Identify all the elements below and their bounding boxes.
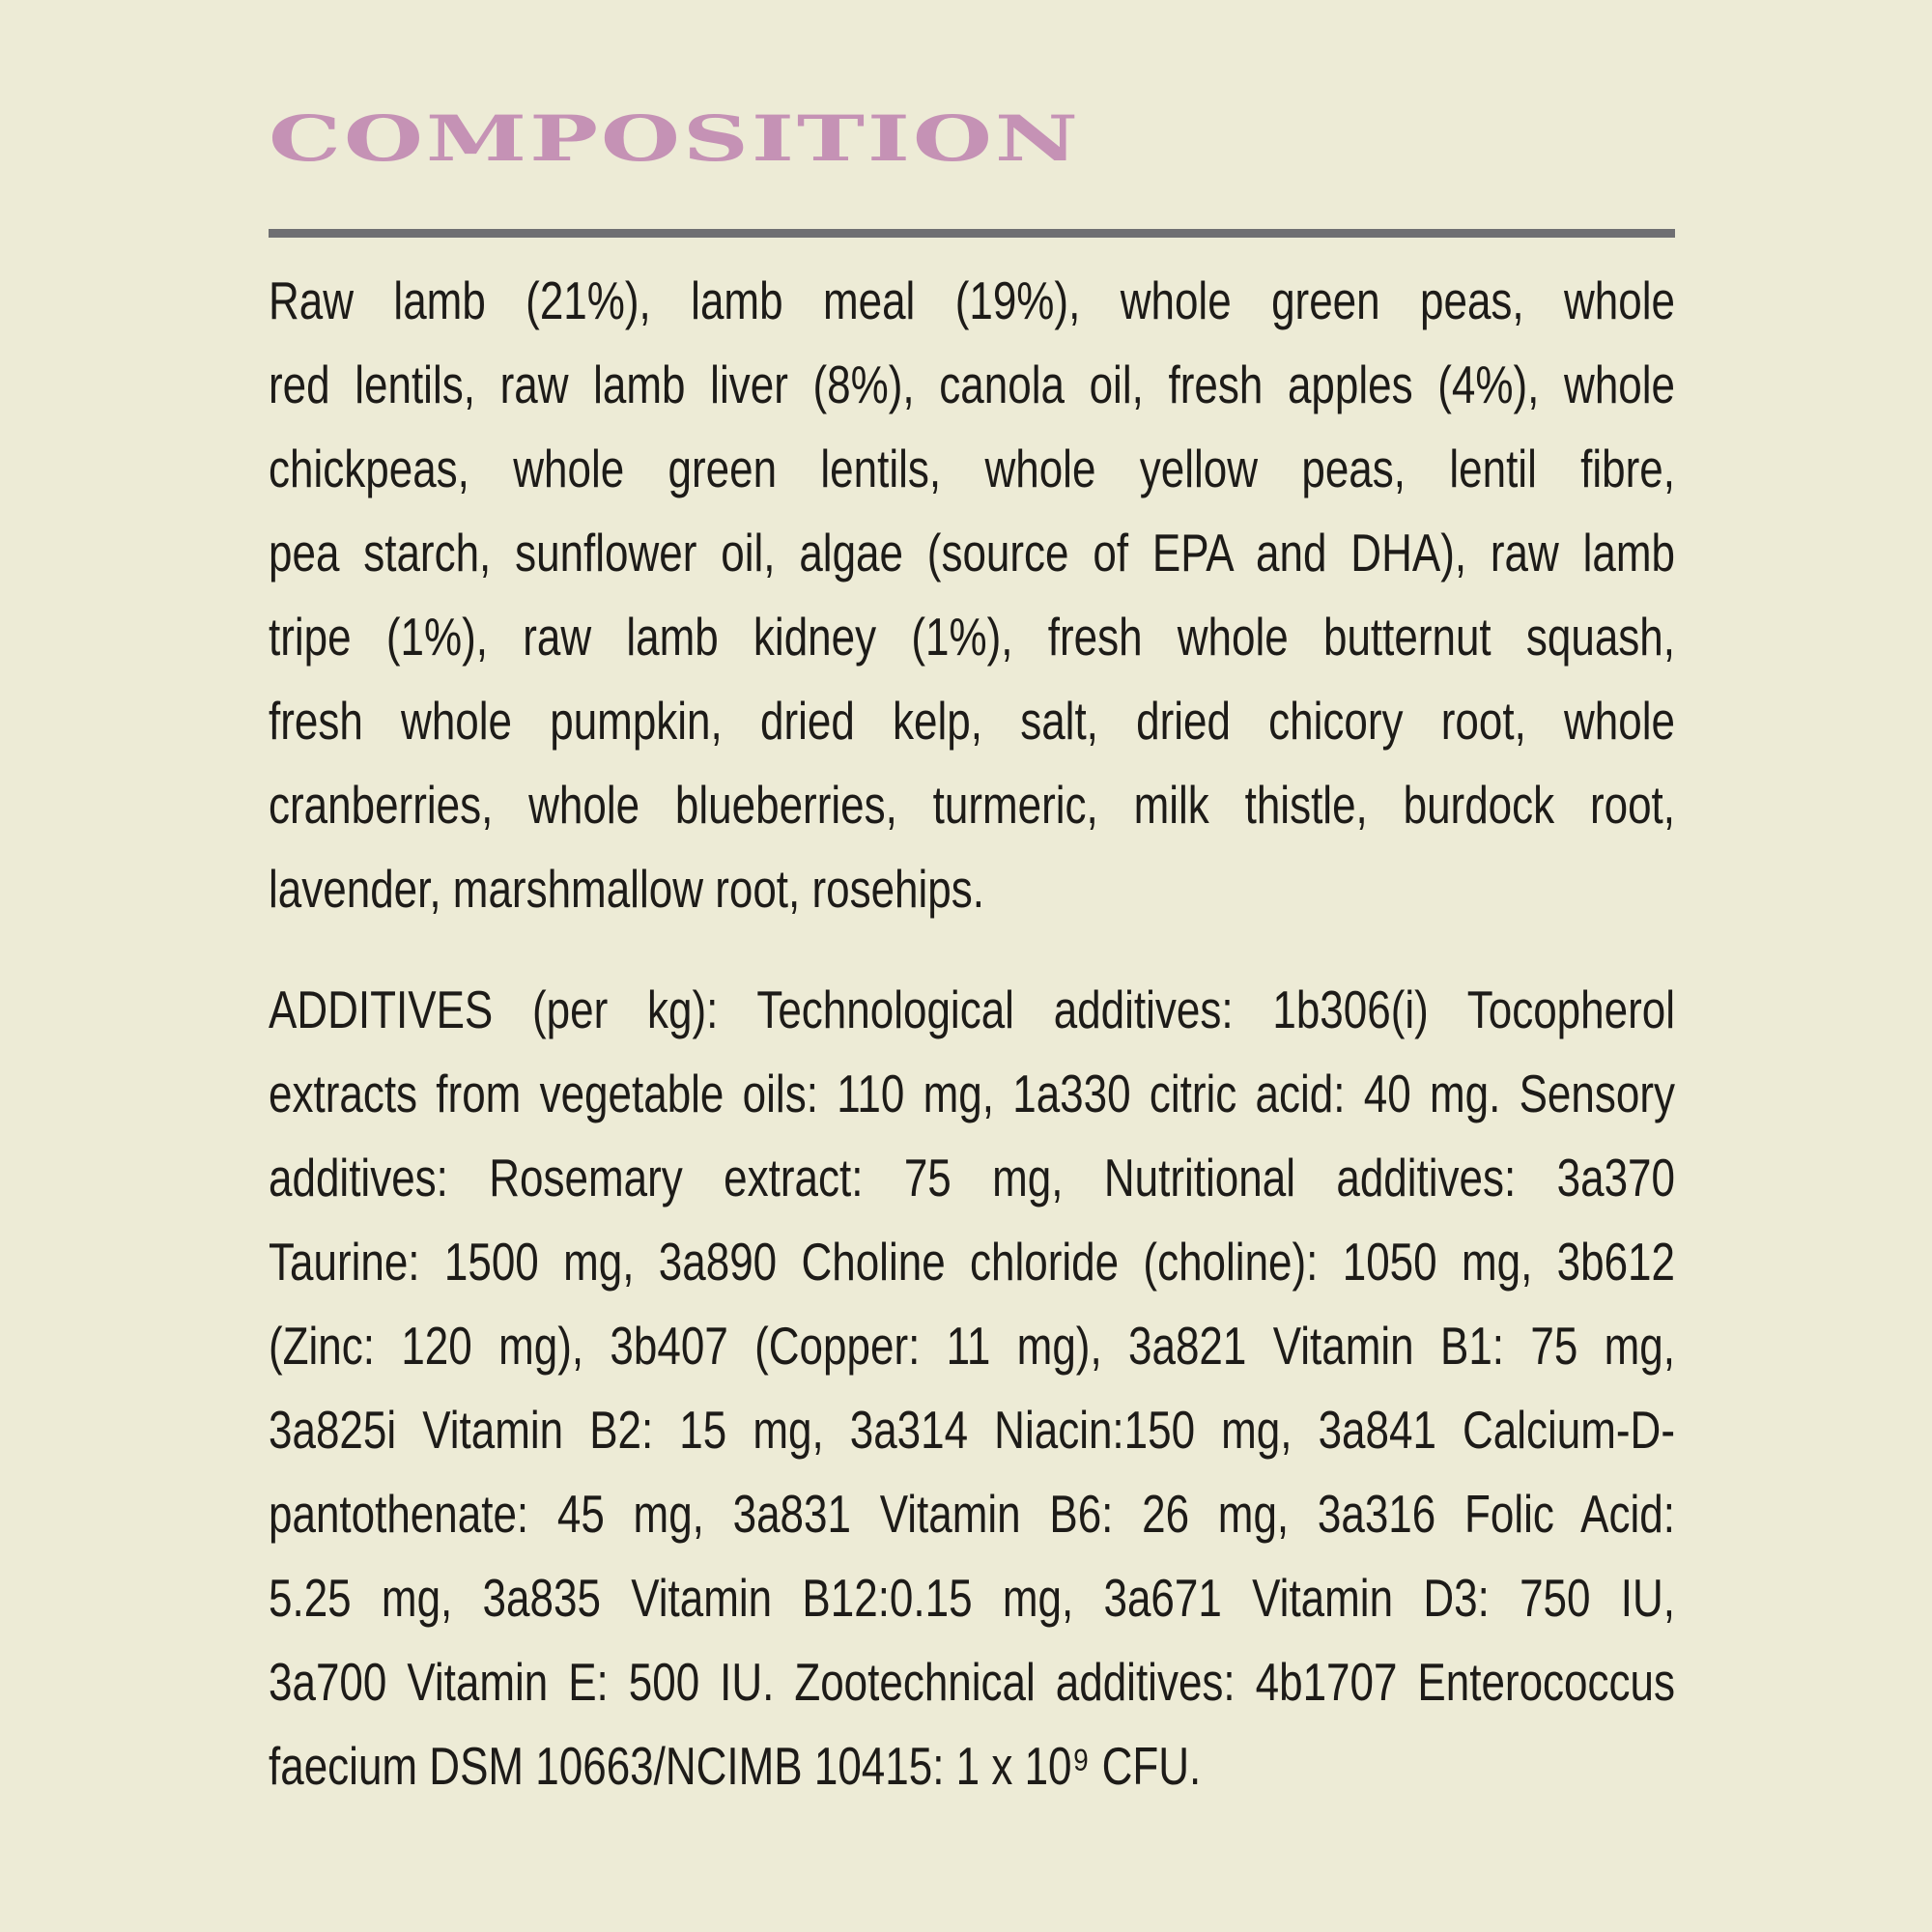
text-line: chickpeas, whole green lentils, whole yellow peas, lentil fibre,	[269, 439, 1675, 498]
text-line: fresh whole pumpkin, dried kelp, salt, dried chicory root, whole	[269, 691, 1675, 751]
text-line: 5.25 mg, 3a835 Vitamin B12:0.15 mg, 3a671 Vitamin D3: 750 IU,	[269, 1568, 1675, 1628]
composition-paragraph	[269, 259, 1675, 931]
text-line: ADDITIVES (per kg): Technological additives: 1b306(i) Tocopherol	[269, 980, 1675, 1039]
text-line: 3a825i Vitamin B2: 15 mg, 3a314 Niacin:150 mg, 3a841 Calcium-D-	[269, 1400, 1675, 1460]
title-underline	[269, 229, 1675, 238]
text-line: lavender, marshmallow root, rosehips.	[269, 859, 984, 919]
text-line: tripe (1%), raw lamb kidney (1%), fresh whole butternut squash,	[269, 607, 1675, 667]
text-line: Raw lamb (21%), lamb meal (19%), whole green peas, whole	[269, 270, 1675, 330]
text-line: pea starch, sunflower oil, algae (source of EPA and DHA), raw lamb	[269, 523, 1675, 582]
section-title: COMPOSITION	[269, 102, 1081, 176]
additives-paragraph	[269, 968, 1675, 1808]
text-line: red lentils, raw lamb liver (8%), canola oil, fresh apples (4%), whole	[269, 355, 1675, 414]
text-line: 3a700 Vitamin E: 500 IU. Zootechnical additives: 4b1707 Enterococcus	[269, 1652, 1675, 1712]
text-line: additives: Rosemary extract: 75 mg, Nutritional additives: 3a370	[269, 1148, 1675, 1208]
text-line: extracts from vegetable oils: 110 mg, 1a330 citric acid: 40 mg. Sensory	[269, 1064, 1675, 1123]
text-line: cranberries, whole blueberries, turmeric, milk thistle, burdock root,	[269, 775, 1675, 835]
text-line: pantothenate: 45 mg, 3a831 Vitamin B6: 26 mg, 3a316 Folic Acid:	[269, 1484, 1675, 1544]
text-line: (Zinc: 120 mg), 3b407 (Copper: 11 mg), 3a821 Vitamin B1: 75 mg,	[269, 1316, 1675, 1376]
text-line: faecium DSM 10663/NCIMB 10415: 1 x 10⁹ CFU.	[269, 1736, 1202, 1796]
text-line: Taurine: 1500 mg, 3a890 Choline chloride (choline): 1050 mg, 3b612	[269, 1232, 1675, 1292]
